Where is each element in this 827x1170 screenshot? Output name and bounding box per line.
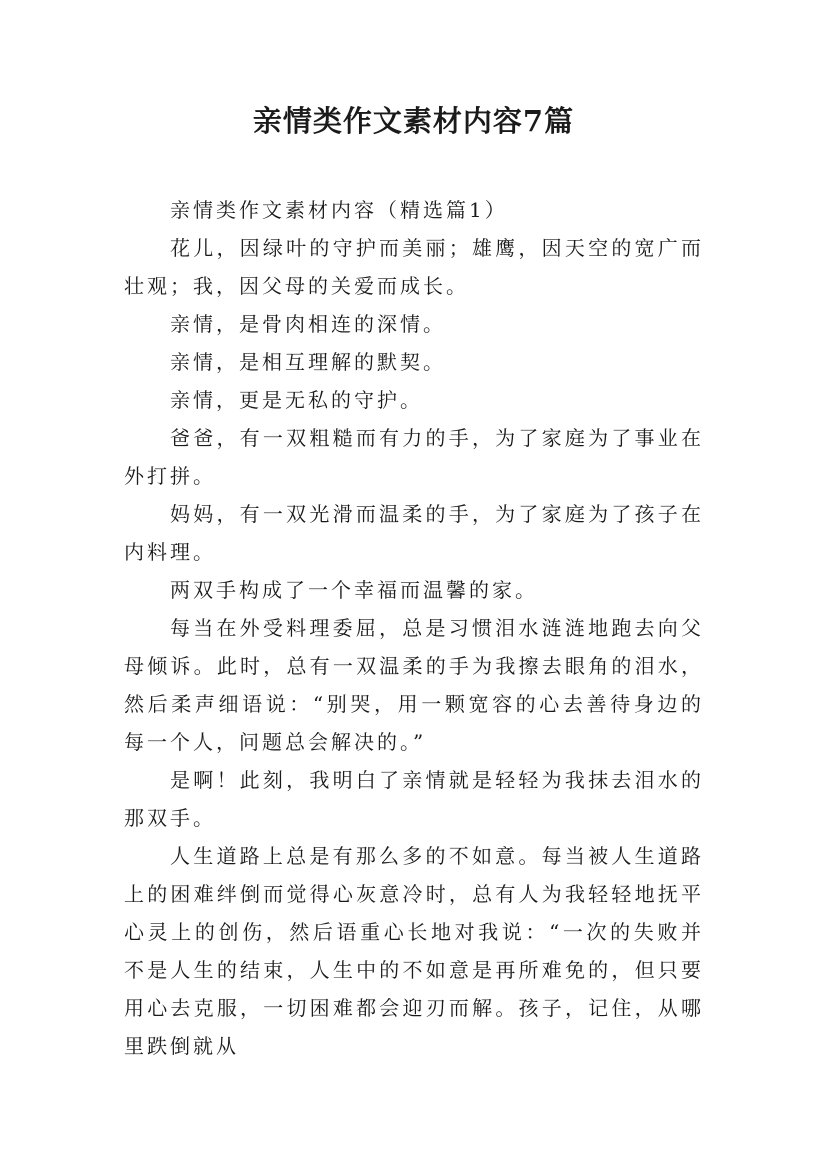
section-heading: 亲情类作文素材内容（精选篇1） (170, 198, 508, 222)
paragraph: 两双手构成了一个幸福而温馨的家。 (170, 578, 538, 602)
paragraph: 亲情，是相互理解的默契。 (170, 350, 446, 374)
paragraph: 是啊！此刻，我明白了亲情就是轻轻为我抹去泪水的那双手。 (124, 768, 704, 830)
paragraph: 人生道路上总是有那么多的不如意。每当被人生道路上的困难绊倒而觉得心灰意冷时，总有人为我轻轻地抚平心灵上的创伤，然后语重心长地对我说：“一次的失败并不是人生的结束，人生中的不如意是再所难免的，但只要用心去克服，一切困难都会迎刃而解。孩子，记住，从哪里跌倒就从 (124, 844, 704, 1058)
document-body (124, 191, 704, 1065)
paragraph: 亲情，是骨肉相连的深情。 (170, 312, 446, 336)
paragraph: 妈妈，有一双光滑而温柔的手，为了家庭为了孩子在内料理。 (124, 502, 704, 564)
paragraph: 亲情，更是无私的守护。 (170, 388, 423, 412)
paragraph: 每当在外受料理委屈，总是习惯泪水涟涟地跑去向父母倾诉。此时，总有一双温柔的手为我擦去眼角的泪水，然后柔声细语说：“别哭，用一颗宽容的心去善待身边的每一个人，问题总会解决的。” (124, 616, 704, 754)
document-title: 亲情类作文素材内容7篇 (252, 104, 575, 138)
paragraph: 爸爸，有一双粗糙而有力的手，为了家庭为了事业在外打拼。 (124, 426, 704, 488)
paragraph: 花儿，因绿叶的守护而美丽；雄鹰，因天空的宽广而壮观；我，因父母的关爱而成长。 (124, 236, 704, 298)
